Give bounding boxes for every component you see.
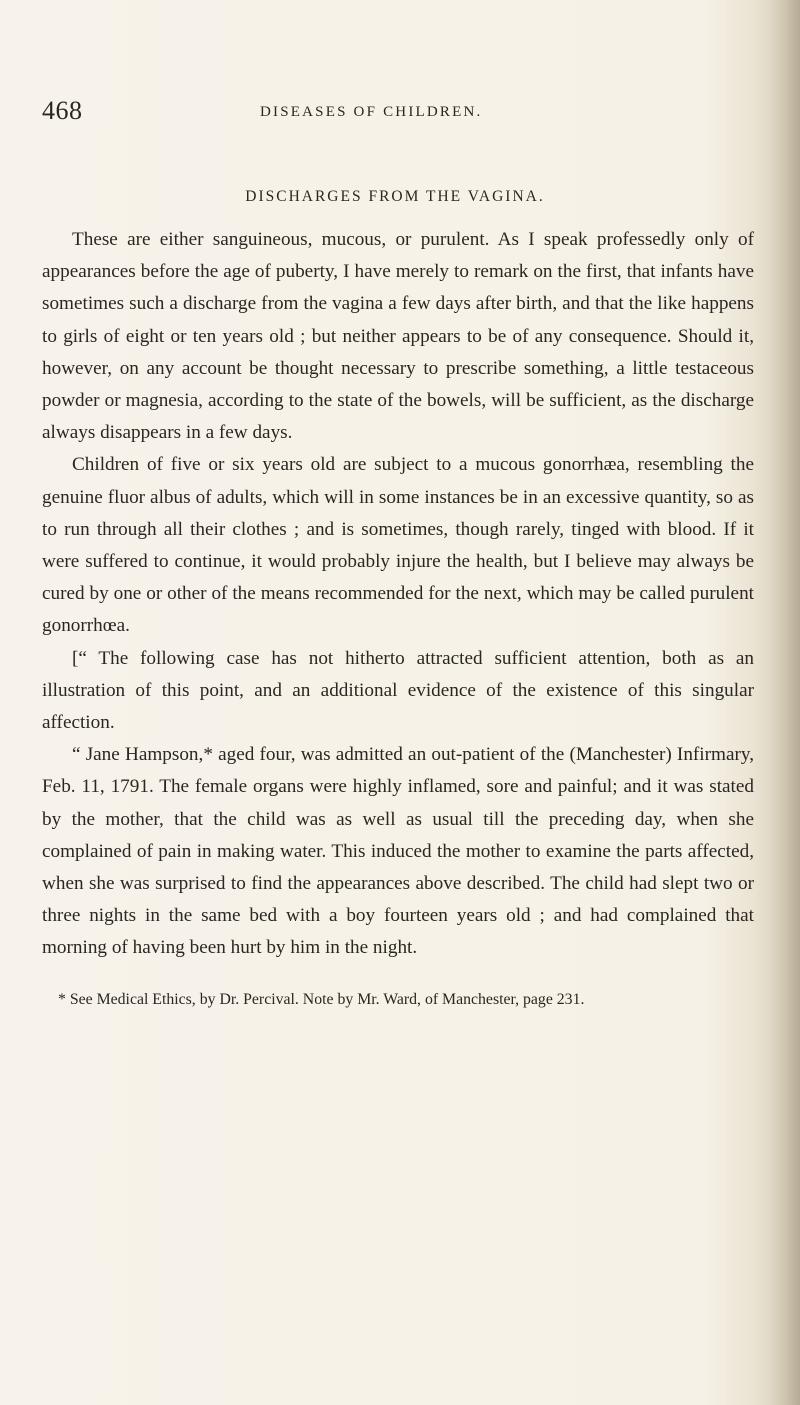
footnote <box>42 987 754 1013</box>
section-title: DISCHARGES FROM THE VAGINA. <box>245 188 545 205</box>
page-header <box>42 96 742 136</box>
footnote-text: * See Medical Ethics, by Dr. Percival. Note by Mr. Ward, of Manchester, page 231. <box>58 991 585 1008</box>
running-head: DISEASES OF CHILDREN. <box>260 104 483 120</box>
page-number: 468 <box>42 96 83 125</box>
paragraph-4: “ Jane Hampson,* aged four, was admitted an out-patient of the (Manchester) Infirmary, Feb. 11, 1791. The female organs were highly inflamed, sore and painful; and it was stated by the mother, that the child was as well as usual till the preceding day, when she complained of pain in making water. This induced the mother to examine the parts affected, when she was surprised to find the appearances above described. The child had slept two or three nights in the same bed with a boy fourteen years old ; and had complained that morning of having been hurt by him in the night. <box>42 744 754 959</box>
paragraph-1: These are either sanguineous, mucous, or purulent. As I speak professedly only of appearances before the age of puberty, I have merely to remark on the first, that infants have sometimes such a discharge from the vagina a few days after birth, and that the like happens to girls of eight or ten years old ; but neither appears to be of any consequence. Should it, however, on any account be thought necessary to prescribe something, a little testaceous powder or magnesia, according to the state of the bowels, will be sufficient, as the discharge always disappears in a few days. <box>42 229 754 444</box>
page-edge-shadow <box>770 0 800 1405</box>
body-text <box>42 224 754 965</box>
paragraph-2: Children of five or six years old are subject to a mucous gonorrhæa, resembling the genuine fluor albus of adults, which will in some instances be in an excessive quantity, so as to run through all their clothes ; and is sometimes, though rarely, tinged with blood. If it were suffered to continue, it would probably injure the health, but I believe may always be cured by one or other of the means recommended for the next, which may be called purulent gonorrhœa. <box>42 454 754 637</box>
paragraph-3: [“ The following case has not hitherto attracted sufficient attention, both as an illustration of this point, and an additional evidence of the existence of this singular affection. <box>42 647 754 734</box>
